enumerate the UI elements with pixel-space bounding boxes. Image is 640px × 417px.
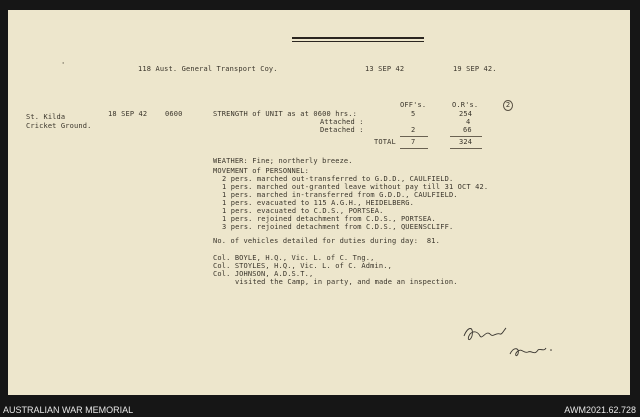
movement-line: 3 pers. rejoined detachment from C.D.S., QUEENSCLIFF. — [222, 223, 454, 231]
weather: WEATHER: Fine; northerly breeze. — [213, 157, 353, 165]
diary-page — [8, 10, 630, 395]
total-rule-other-ranks — [450, 136, 482, 137]
movement-line: 1 pers. rejoined detachment from C.D.S., PORTSEA. — [222, 215, 436, 223]
movement-line: 1 pers. evacuated to 115 A.G.H., HEIDELBERG. — [222, 199, 415, 207]
movement-line: 1 pers. marched in-transferred from G.D.D., CAULFIELD. — [222, 191, 458, 199]
entry-date: 18 SEP 42 — [108, 110, 148, 118]
detached-officers: 2 — [411, 126, 416, 134]
margin-circled-mark: 2 — [503, 100, 513, 111]
visitor-line: Col. BOYLE, H.Q., Vic. L. of C. Tng., — [213, 254, 375, 262]
punch-mark: ' — [61, 61, 66, 69]
footer-institution: AUSTRALIAN WAR MEMORIAL — [3, 405, 134, 415]
total-other-ranks: 324 — [459, 138, 473, 146]
entry-time: 0600 — [165, 110, 183, 118]
header-double-rule-top — [292, 37, 424, 39]
total-underline-other-ranks — [450, 148, 482, 149]
visitor-line: Col. JOHNSON, A.D.S.T., — [213, 270, 314, 278]
detached-label: Detached : — [320, 126, 364, 134]
unit-name: 118 Aust. General Transport Coy. — [138, 65, 278, 73]
total-rule-officers — [400, 136, 428, 137]
date-from: 13 SEP 42 — [365, 65, 405, 73]
strength-other-ranks: 254 — [459, 110, 473, 118]
visitor-line: Col. STOYLES, H.Q., Vic. L. of C. Admin., — [213, 262, 392, 270]
visit-note: visited the Camp, in party, and made an inspection. — [235, 278, 458, 286]
movement-line: 1 pers. marched out-granted leave without pay till 31 OCT 42. — [222, 183, 489, 191]
movement-line: 2 pers. marched out-transferred to G.D.D., CAULFIELD. — [222, 175, 454, 183]
header-double-rule-bottom — [292, 41, 424, 42]
attached-label: Attached : — [320, 118, 364, 126]
movement-line: 1 pers. evacuated to C.D.S., PORTSEA. — [222, 207, 384, 215]
col-header-officers: OFF's. — [400, 101, 427, 109]
strength-label: STRENGTH of UNIT as at 0600 hrs.: — [213, 110, 358, 118]
place-line-1: St. Kilda — [26, 113, 66, 121]
date-to: 19 SEP 42. — [453, 65, 497, 73]
vehicles-detailed: No. of vehicles detailed for duties during day: 81. — [213, 237, 440, 245]
footer-accession-number: AWM2021.62.728 — [564, 405, 636, 415]
total-label: TOTAL — [374, 138, 396, 146]
total-officers: 7 — [411, 138, 416, 146]
movement-heading: MOVEMENT of PERSONNEL: — [213, 167, 310, 175]
col-header-other-ranks: O.R's. — [452, 101, 479, 109]
total-underline-officers — [400, 148, 428, 149]
detached-other-ranks: 66 — [463, 126, 472, 134]
attached-other-ranks: 4 — [466, 118, 471, 126]
strength-officers: 5 — [411, 110, 416, 118]
place-line-2: Cricket Ground. — [26, 122, 92, 130]
handwritten-signature — [460, 318, 560, 362]
